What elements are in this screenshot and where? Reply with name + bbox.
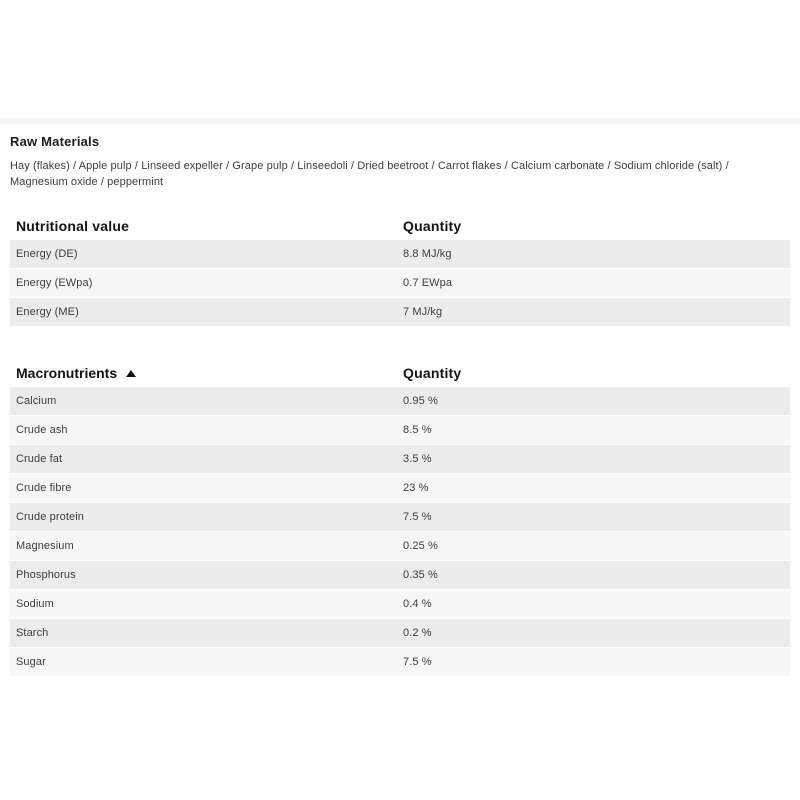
nutritional-value-table-header (10, 218, 790, 234)
table-row (10, 619, 790, 648)
row-value: 7.5 % (403, 656, 432, 668)
quantity-header-label: Quantity (403, 365, 462, 381)
section-divider (0, 118, 800, 124)
macronutrients-header-label: Macronutrients (16, 365, 118, 381)
row-label: Sugar (16, 656, 46, 668)
row-value: 3.5 % (403, 453, 432, 465)
macronutrients-sort-header[interactable] (16, 365, 403, 381)
macronutrients-table-header (10, 365, 790, 381)
table-row (10, 590, 790, 619)
table-row (10, 474, 790, 503)
row-value: 0.4 % (403, 598, 432, 610)
raw-materials-title: Raw Materials (10, 134, 100, 149)
table-row (10, 298, 790, 327)
row-label: Crude fibre (16, 482, 72, 494)
row-value: 8.5 % (403, 424, 432, 436)
ingredients-list: Hay (flakes) / Apple pulp / Linseed expeller / Grape pulp / Linseedoli / Dried beetroot / Carrot flakes / Calcium carbonate / Sodium chloride (salt) / Magnesium oxide / peppermint (10, 160, 729, 188)
table-row (10, 503, 790, 532)
nutritional-value-header-label: Nutritional value (16, 218, 130, 234)
row-value: 0.25 % (403, 540, 438, 552)
row-value: 7.5 % (403, 511, 432, 523)
top-blank-area (0, 0, 800, 118)
product-composition-section (0, 134, 800, 677)
row-label: Calcium (16, 395, 57, 407)
row-label: Crude ash (16, 424, 68, 436)
row-label: Phosphorus (16, 569, 76, 581)
row-label: Crude fat (16, 453, 63, 465)
row-value: 0.95 % (403, 395, 438, 407)
row-label: Energy (ME) (16, 306, 79, 318)
row-value: 7 MJ/kg (403, 306, 443, 318)
row-label: Energy (EWpa) (16, 277, 93, 289)
row-label: Energy (DE) (16, 248, 78, 260)
row-value: 8.8 MJ/kg (403, 248, 452, 260)
quantity-header-label: Quantity (403, 218, 462, 234)
table-row (10, 387, 790, 416)
row-value: 0.7 EWpa (403, 277, 453, 289)
row-value: 23 % (403, 482, 429, 494)
table-row (10, 416, 790, 445)
table-row (10, 532, 790, 561)
nutritional-value-table (10, 218, 790, 327)
table-row (10, 648, 790, 677)
nutritional-value-rows (10, 240, 790, 327)
table-row (10, 269, 790, 298)
sort-caret-up-icon (126, 370, 136, 377)
row-value: 0.2 % (403, 627, 432, 639)
row-label: Starch (16, 627, 49, 639)
row-label: Crude protein (16, 511, 84, 523)
row-label: Sodium (16, 598, 54, 610)
row-value: 0.35 % (403, 569, 438, 581)
macronutrients-rows (10, 387, 790, 677)
table-row (10, 445, 790, 474)
table-row (10, 561, 790, 590)
table-row (10, 240, 790, 269)
macronutrients-table (10, 365, 790, 677)
row-label: Magnesium (16, 540, 74, 552)
